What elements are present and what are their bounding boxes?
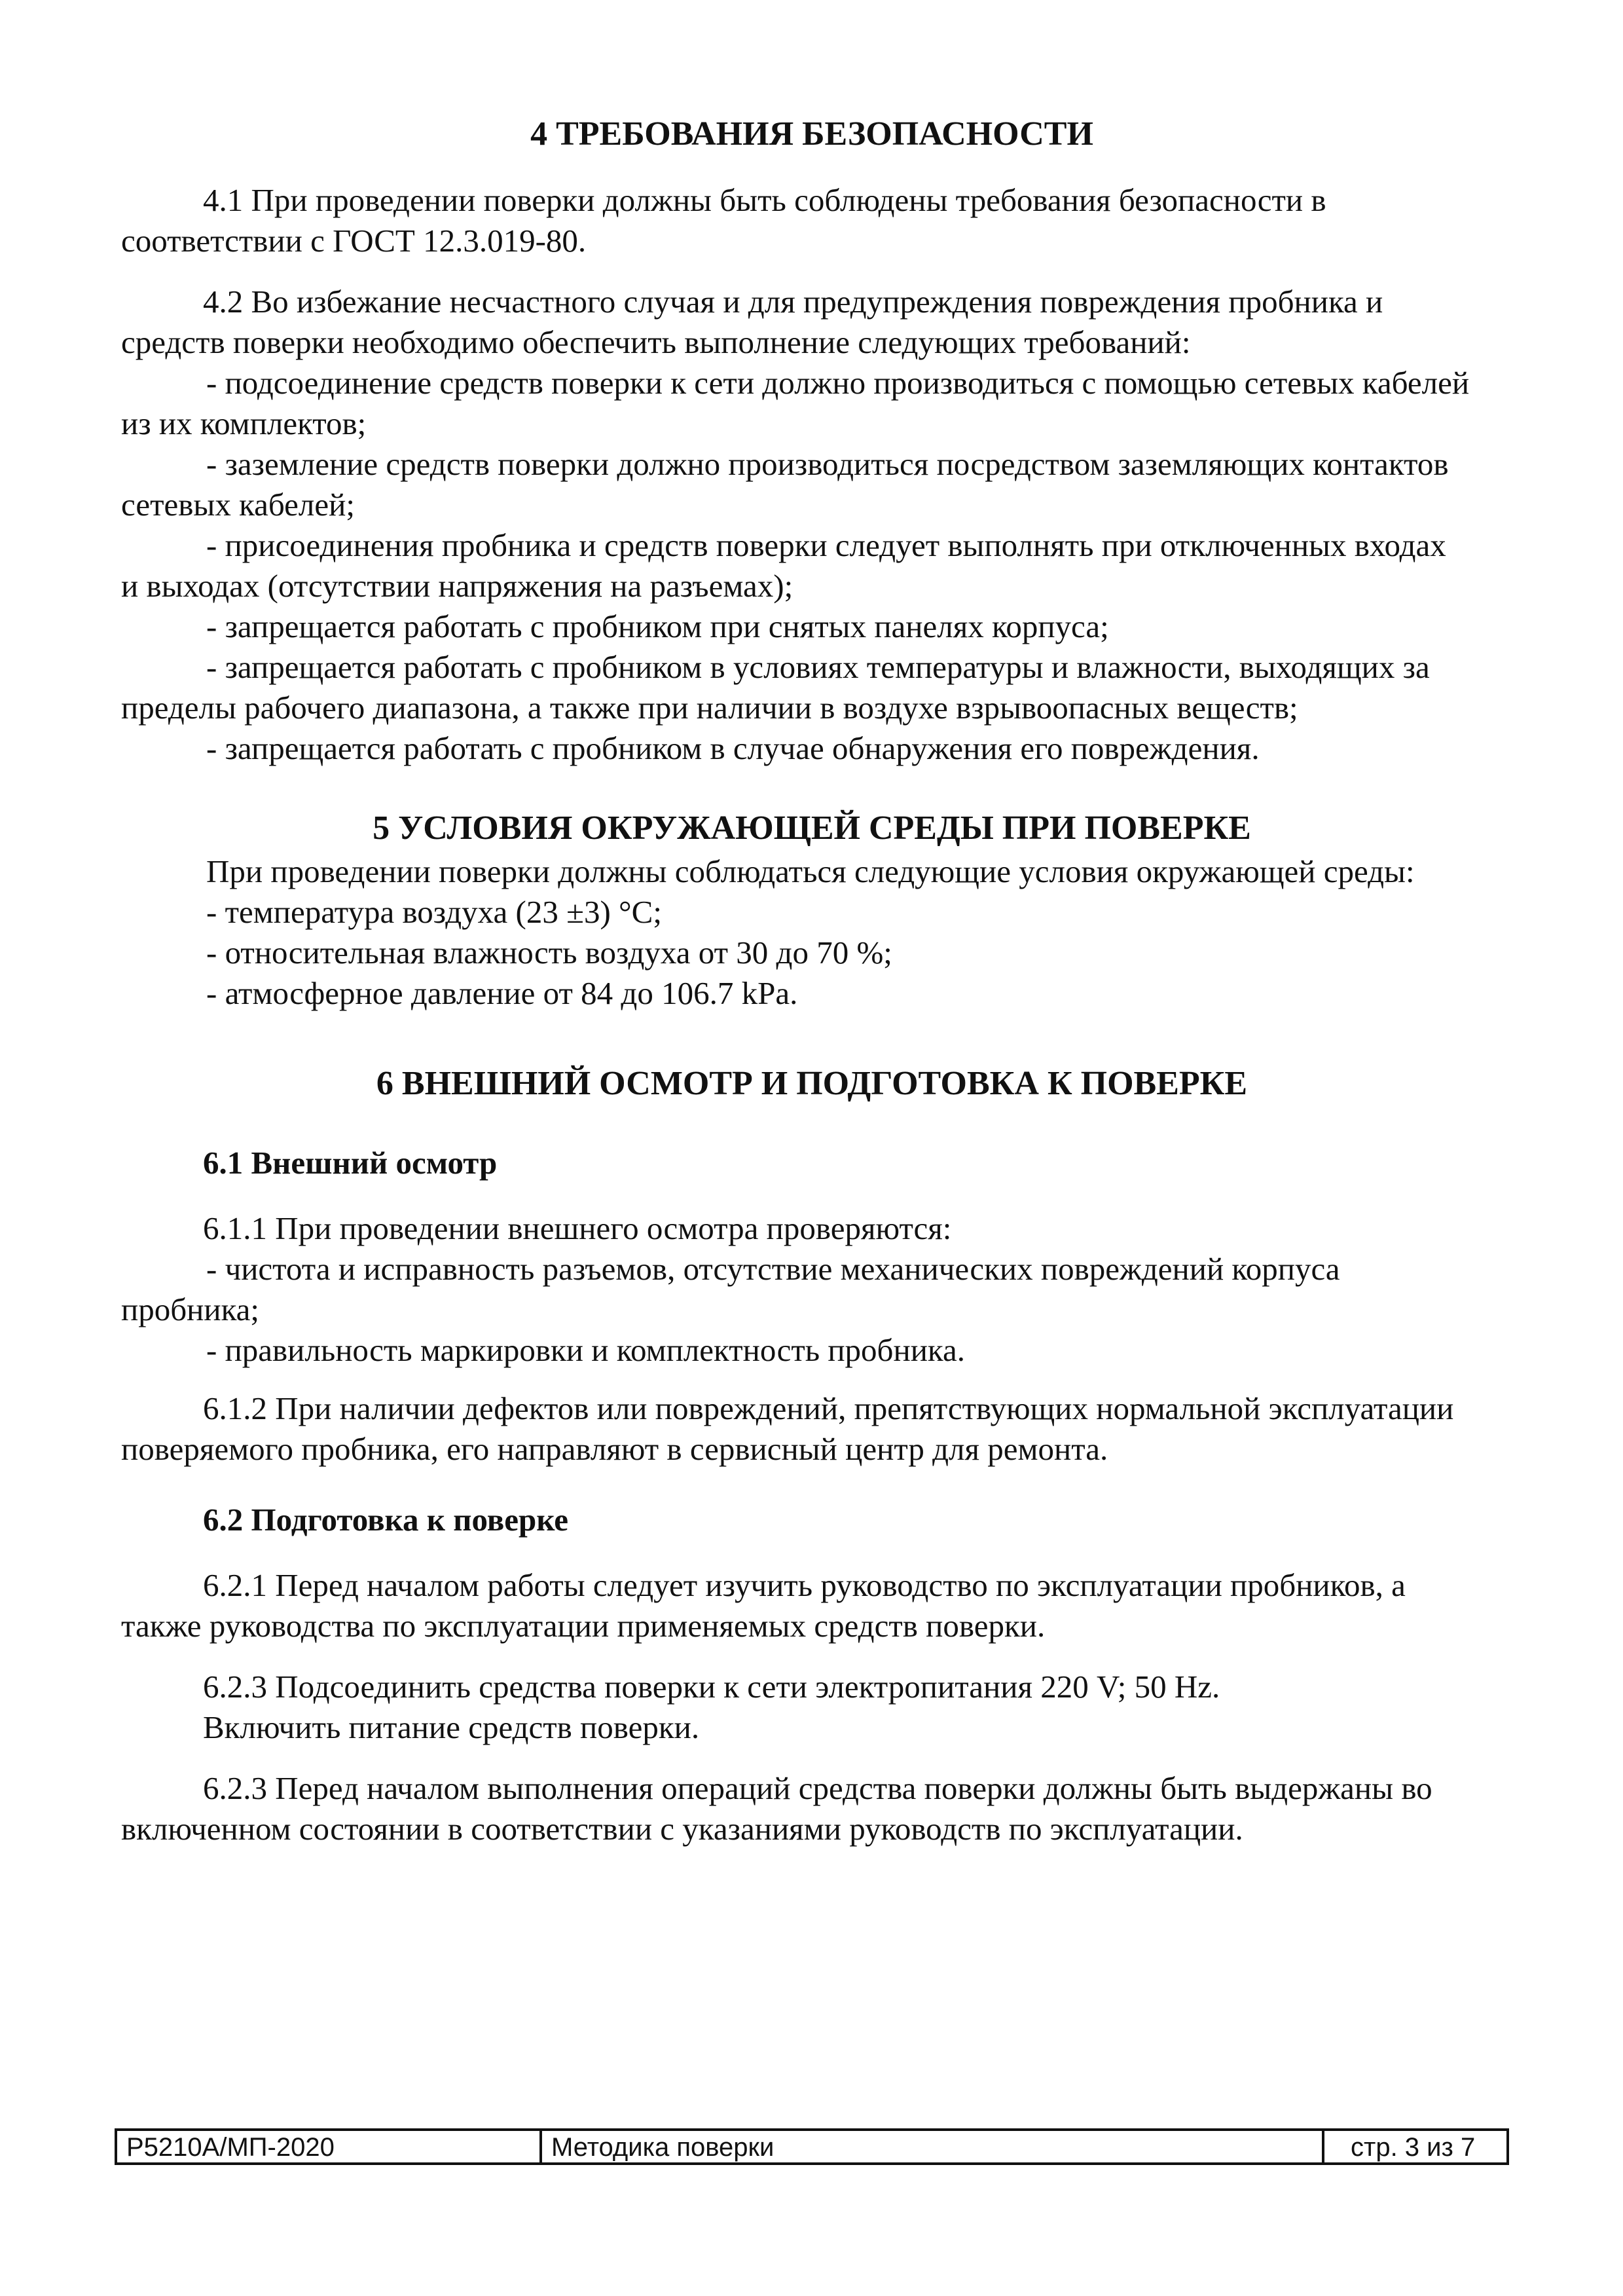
list-item: - запрещается работать с пробником при снятых панелях корпуса;	[206, 608, 1109, 644]
text-line: 4.2 Во избежание несчастного случая и для предупреждения повреждения пробника и	[203, 284, 1383, 320]
text-line: сетевых кабелей;	[121, 487, 355, 523]
section-5-heading: 5 УСЛОВИЯ ОКРУЖАЮЩЕЙ СРЕДЫ ПРИ ПОВЕРКЕ	[373, 809, 1251, 847]
text-line: пробника;	[121, 1291, 260, 1327]
text-line: средств поверки необходимо обеспечить выполнение следующих требований:	[121, 324, 1191, 360]
subsection-6-1-title: 6.1 Внешний осмотр	[203, 1145, 498, 1181]
text-line: из их комплектов;	[121, 405, 367, 441]
text-line: 6.2.1 Перед началом работы следует изучить руководство по эксплуатации пробников, а	[203, 1567, 1406, 1603]
text-line: 6.2.3 Подсоединить средства поверки к сети электропитания 220 V; 50 Hz.	[203, 1669, 1220, 1705]
text-line: и выходах (отсутствии напряжения на разъемах);	[121, 568, 793, 604]
text-line: Включить питание средств поверки.	[203, 1709, 700, 1745]
subsection-6-2	[121, 1500, 1503, 1540]
subsection-6-2-title: 6.2 Подготовка к поверке	[203, 1502, 568, 1538]
text-line: 4.1 При проведении поверки должны быть соблюдены требования безопасности в	[203, 182, 1326, 218]
footer-doc-code: Р5210А/МП-2020	[126, 2133, 335, 2162]
section-6	[121, 1061, 1503, 1107]
text-line: также руководства по эксплуатации применяемых средств поверки.	[121, 1608, 1046, 1644]
footer-doc-title: Методика поверки	[539, 2131, 1322, 2162]
list-item: - заземление средств поверки должно производиться посредством заземляющих контактов	[206, 446, 1449, 482]
list-item: - правильность маркировки и комплектность пробника.	[206, 1332, 965, 1368]
subsection-6-1	[121, 1143, 1503, 1183]
section-6-heading: 6 ВНЕШНИЙ ОСМОТР И ПОДГОТОВКА К ПОВЕРКЕ	[376, 1065, 1248, 1102]
paragraph-6-2-3b	[121, 1768, 1503, 1849]
list-item: - атмосферное давление от 84 до 106.7 kPa.	[206, 975, 798, 1011]
section-5	[121, 805, 1503, 1014]
text-line: соответствии с ГОСТ 12.3.019-80.	[121, 223, 587, 259]
footer-stamp	[115, 2128, 1509, 2165]
section-4-heading: 4 ТРЕБОВАНИЯ БЕЗОПАСНОСТИ	[530, 115, 1093, 153]
text-line: При проведении поверки должны соблюдаться следующие условия окружающей среды:	[206, 853, 1415, 889]
list-item: - относительная влажность воздуха от 30 до 70 %;	[206, 935, 892, 971]
text-line: поверяемого пробника, его направляют в сервисный центр для ремонта.	[121, 1431, 1108, 1467]
text-line: 6.1.1 При проведении внешнего осмотра проверяются:	[203, 1210, 952, 1246]
list-item: - температура воздуха (23 ±3) °С;	[206, 894, 662, 930]
paragraph-4-1	[121, 180, 1503, 261]
list-item: - запрещается работать с пробником в условиях температуры и влажности, выходящих за	[206, 649, 1430, 685]
section-4	[121, 111, 1503, 157]
text-line: включенном состоянии в соответствии с указаниями руководств по эксплуатации.	[121, 1811, 1243, 1847]
list-item: - чистота и исправность разъемов, отсутствие механических повреждений корпуса	[206, 1251, 1340, 1287]
paragraph-6-1-2	[121, 1388, 1503, 1470]
list-item: - подсоединение средств поверки к сети должно производиться с помощью сетевых кабелей	[206, 365, 1470, 401]
footer-page-number: стр. 3 из 7	[1322, 2131, 1506, 2162]
list-item: - запрещается работать с пробником в случае обнаружения его повреждения.	[206, 730, 1260, 766]
paragraph-4-2	[121, 282, 1503, 769]
text-line: 6.1.2 При наличии дефектов или повреждений, препятствующих нормальной эксплуатации	[203, 1390, 1454, 1426]
paragraph-6-1-1	[121, 1208, 1503, 1371]
paragraph-6-2-3a	[121, 1667, 1503, 1748]
text-line: 6.2.3 Перед началом выполнения операций средства поверки должны быть выдержаны во	[203, 1770, 1432, 1806]
paragraph-6-2-1	[121, 1565, 1503, 1646]
text-line: пределы рабочего диапазона, а также при наличии в воздухе взрывоопасных веществ;	[121, 690, 1298, 726]
list-item: - присоединения пробника и средств поверки следует выполнять при отключенных входах	[206, 527, 1446, 563]
